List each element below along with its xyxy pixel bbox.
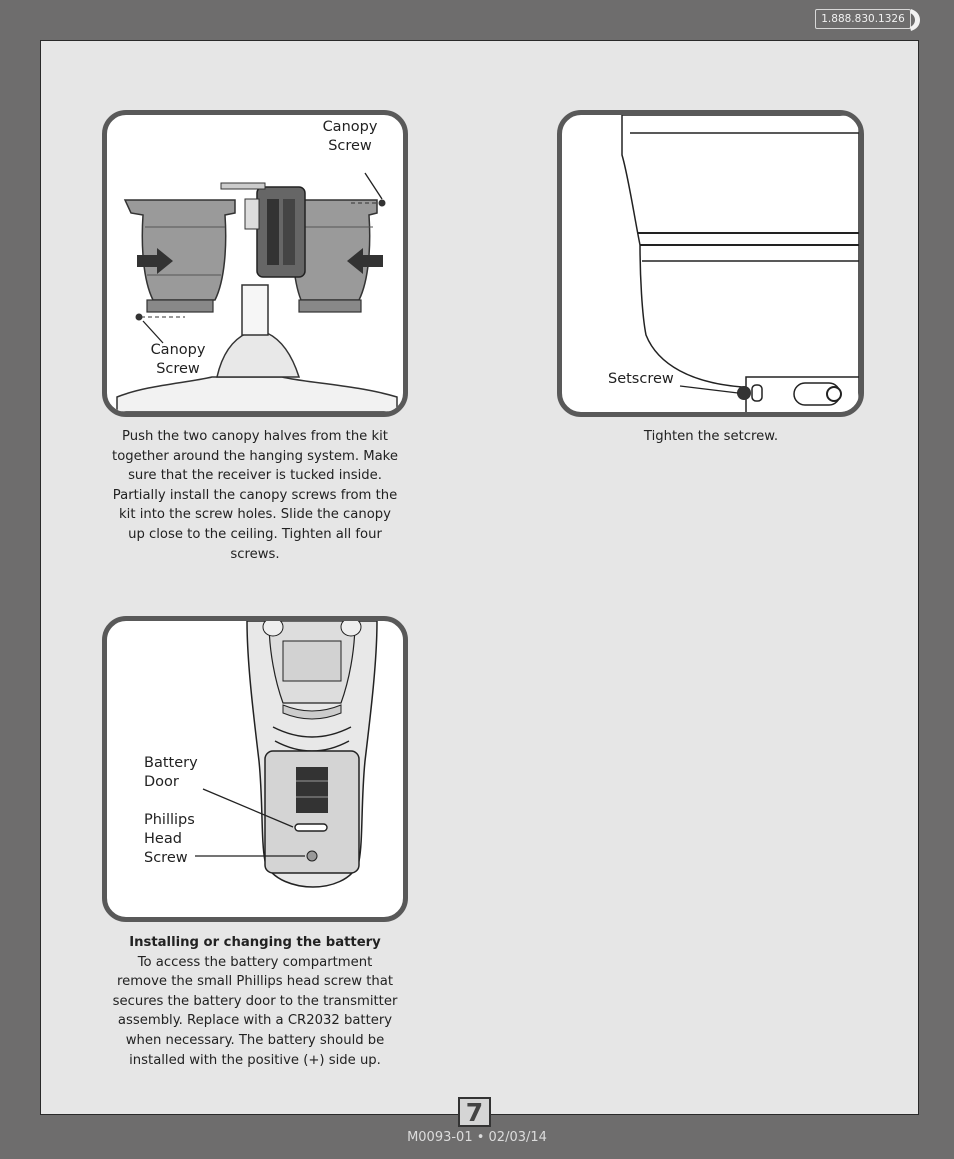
- page-number: 7: [458, 1097, 491, 1127]
- phone-number: 1.888.830.1326: [815, 9, 911, 29]
- setscrew-caption: Tighten the setcrew.: [643, 429, 779, 444]
- battery-caption: [111, 933, 399, 1070]
- phillips-screw-label: Phillips Head Screw: [144, 812, 195, 866]
- canopy-screw-label-top: Canopy Screw: [322, 119, 378, 154]
- canopy-caption: Push the two canopy halves from the kit together around the hanging system. Make sure that the receiver is tucked inside. Partially install the canopy screws from the kit into the screw holes. Slide the canopy up close to the ceiling. Tighten all four screws.: [112, 429, 398, 562]
- battery-door-label: Battery Door: [144, 755, 198, 790]
- content-panel: [40, 40, 919, 1115]
- canopy-illustration: [102, 110, 408, 417]
- setscrew-illustration: [557, 110, 864, 417]
- battery-remote-illustration: [102, 616, 408, 922]
- phone-handset-icon: [908, 8, 922, 32]
- setscrew-label: Setscrew: [608, 371, 674, 387]
- document-code: M0093-01 • 02/03/14: [407, 1130, 547, 1145]
- battery-caption-heading: Installing or changing the battery: [129, 935, 381, 950]
- canopy-screw-label-bottom: Canopy Screw: [150, 342, 206, 377]
- battery-caption-body: To access the battery compartment remove the small Phillips head screw that secures the battery door to the transmitter assembly. Replace with a CR2032 battery when necessary. The battery should be installed with the positive (+) side up.: [112, 954, 398, 1068]
